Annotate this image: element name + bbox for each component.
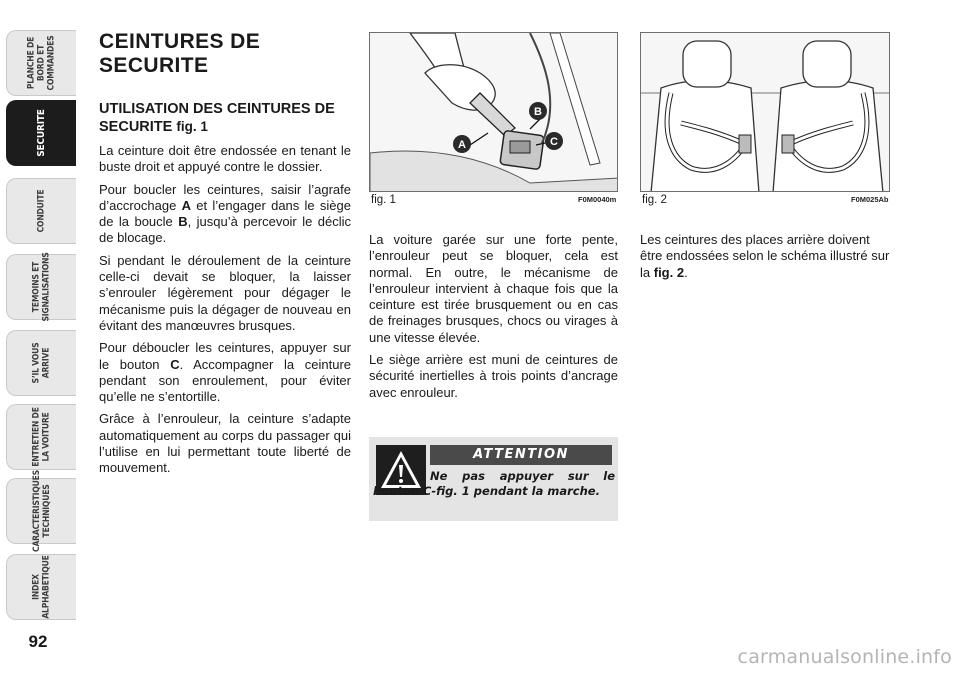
figure-seatbelt-buckle <box>369 32 618 192</box>
label-a: A <box>181 197 191 213</box>
tab-planche-de-bord[interactable] <box>6 30 76 96</box>
buckle-illustration <box>370 33 618 192</box>
tab-label: PLANCHE DE BORD ET COMMANDES <box>26 35 57 91</box>
tab-label: ENTRETIEN DE LA VOITURE <box>31 407 52 467</box>
label-b: B <box>178 214 188 230</box>
attention-text: Ne pas appuyer sur le bouton C-fig. 1 pendant la marche. <box>373 469 615 498</box>
attention-box <box>369 437 618 521</box>
text-run: Pour déboucler les ceintures, appuyer sur le bouton <box>99 340 351 372</box>
figure-code: F0M0040m <box>578 195 617 204</box>
section-heading-ref: fig. 1 <box>176 119 208 134</box>
text-run: Les ceintures des places arrière doivent être endossées selon le schéma illustré sur la <box>640 232 890 280</box>
tab-conduite[interactable] <box>6 178 76 244</box>
tab-sil-vous-arrive[interactable] <box>6 330 76 396</box>
tab-index[interactable] <box>6 554 76 620</box>
text-run: , jusqu’à percevoir le déclic de blocage. <box>99 214 351 246</box>
paragraph: La voiture garée sur une forte pente, l’enrouleur peut se bloquer, cela est normal. En outre, le mécanisme de l’enrouleur intervient à chaque fois que la ceinture est tirée brusquement ou en cas de freinages brusques, chocs ou virages à une vitesse élevée. <box>369 232 618 345</box>
middle-column <box>369 232 618 407</box>
text-run: et l’engager dans le siège de la boucle <box>99 197 351 230</box>
figure-caption: fig. 1 <box>371 194 396 206</box>
page-title: CEINTURES DE SECURITE <box>99 30 261 77</box>
tab-label: CONDUITE <box>36 189 47 233</box>
paragraph: Le siège arrière est muni de ceintures de sécurité inertielles à trois points d’ancrage avec enrouleur. <box>369 352 618 400</box>
label-c: C <box>170 356 180 372</box>
text-run: . Accompagner la ceinture pendant son enroulement, pour éviter qu’elle ne s’entortille. <box>99 356 351 405</box>
figure-code: F0M025Ab <box>851 195 889 204</box>
figure-rear-seat-belts <box>640 32 890 192</box>
watermark: carmanualsonline.info <box>737 646 952 668</box>
text-run: . <box>684 264 688 280</box>
tab-entretien[interactable] <box>6 404 76 470</box>
tab-label: CARACTERISTIQUES TECHNIQUES <box>31 470 52 552</box>
paragraph <box>640 232 890 281</box>
tab-caracteristiques[interactable] <box>6 470 76 552</box>
attention-banner: ATTENTION <box>430 445 612 465</box>
tab-securite[interactable] <box>6 100 76 166</box>
paragraph <box>99 182 351 247</box>
callout-b: B <box>534 106 542 118</box>
callout-a: A <box>458 139 466 151</box>
page-number: 92 <box>28 632 48 651</box>
main-column <box>99 30 351 483</box>
tab-label: TEMOINS ET SIGNALISATIONS <box>31 252 52 322</box>
section-heading-text: UTILISATION DES CEINTURES DE SECURITE <box>99 101 335 135</box>
paragraph <box>99 340 351 405</box>
paragraph: Grâce à l’enrouleur, la ceinture s’adapte automatiquement au corps du passager qui l’utilise en lui permettant toute liberté de mouvement. <box>99 411 351 476</box>
figure-caption: fig. 2 <box>642 194 667 206</box>
tab-label: SECURITE <box>35 109 47 157</box>
text-run: Pour boucler les ceintures, saisir l’agrafe d’accrochage <box>99 181 351 213</box>
tab-label: S’IL VOUS ARRIVE <box>31 342 52 384</box>
figure-ref: fig. 2 <box>653 264 685 280</box>
rear-seat-illustration <box>641 33 890 192</box>
paragraph: Si pendant le déroulement de la ceinture celle-ci devait se bloquer, la laisser s’enrouler légèrement pour dégager le mécanisme puis la dégager de nouveau en évitant des manœuvres brusques. <box>99 252 351 333</box>
section-heading <box>99 101 351 136</box>
callout-c: C <box>550 136 558 148</box>
paragraph: La ceinture doit être endossée en tenant le buste droit et appuyé contre le dossier. <box>99 143 351 175</box>
tab-temoins[interactable] <box>6 254 76 320</box>
tab-label: INDEX ALPHABETIQUE <box>31 555 52 619</box>
right-column <box>640 232 890 287</box>
